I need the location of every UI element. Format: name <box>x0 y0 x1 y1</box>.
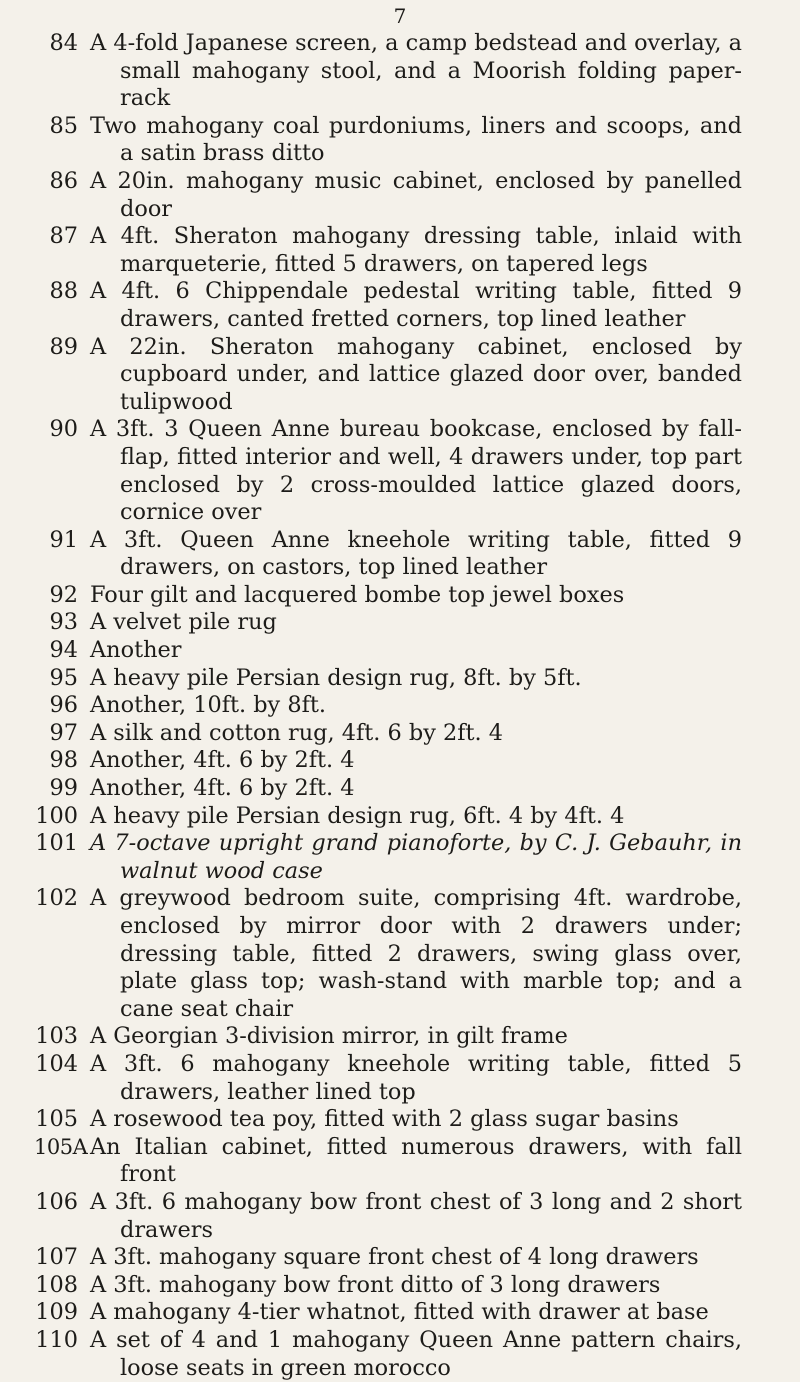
lot-description: Another, 4ft. 6 by 2ft. 4 <box>90 775 355 802</box>
lot-number: 95 <box>49 664 78 691</box>
lot-description: A greywood bedroom suite, comprising 4ft. wardrobe, enclosed by mirror door with 2 drawers under; dressing table, fitted 2 drawers, swing glass over, plate glass top; wash-stand with marble top; and a cane seat chair <box>90 885 742 1022</box>
lot-description: A 3ft. Queen Anne kneehole writing table, fitted 9 drawers, on castors, top lined leather <box>90 526 742 581</box>
page-number: 7 <box>393 4 407 28</box>
lot-description: Another <box>90 637 182 664</box>
lot-entry <box>34 747 742 775</box>
lot-description: A Georgian 3-division mirror, in gilt frame <box>90 1023 568 1050</box>
lot-entry <box>34 1051 742 1106</box>
lot-number: 92 <box>49 581 78 608</box>
lot-list <box>34 30 742 1382</box>
lot-number: 100 <box>35 802 78 829</box>
lot-entry <box>34 1189 742 1244</box>
lot-description: Another, 10ft. by 8ft. <box>90 692 326 719</box>
lot-number: 86 <box>49 167 78 194</box>
lot-number: 91 <box>49 526 78 553</box>
lot-description: A 4ft. 6 Chippendale pedestal writing table, fitted 9 drawers, canted fretted corners, top lined leather <box>90 278 742 332</box>
lot-description: A 3ft. 6 mahogany bow front chest of 3 long and 2 short drawers <box>90 1188 742 1243</box>
lot-entry <box>34 775 742 803</box>
lot-number: 85 <box>49 112 78 139</box>
lot-number: 89 <box>49 333 78 360</box>
lot-number: 110 <box>35 1326 78 1353</box>
lot-description: A 4-fold Japanese screen, a camp bedstead and overlay, a small mahogany stool, and a Moorish folding paper-rack <box>90 30 742 112</box>
lot-entry <box>34 665 742 693</box>
lot-description: A mahogany 4-tier whatnot, fitted with drawer at base <box>90 1299 709 1326</box>
lot-description: A 7-octave upright grand pianoforte, by C. J. Gebauhr, in walnut wood case <box>90 830 742 884</box>
lot-number: 103 <box>35 1023 78 1050</box>
lot-entry <box>34 1299 742 1327</box>
lot-description: A heavy pile Persian design rug, 8ft. by 5ft. <box>90 664 582 691</box>
lot-entry <box>34 168 742 223</box>
lot-number: 99 <box>49 775 78 802</box>
lot-description: A 3ft. mahogany square front chest of 4 long drawers <box>90 1244 699 1271</box>
lot-entry <box>34 1106 742 1134</box>
lot-entry <box>34 637 742 665</box>
lot-description: A 3ft. 6 mahogany kneehole writing table, fitted 5 drawers, leather lined top <box>90 1050 742 1105</box>
lot-description: A rosewood tea poy, fitted with 2 glass sugar basins <box>90 1106 679 1133</box>
lot-number: 97 <box>49 719 78 746</box>
lot-description: A 3ft. 3 Queen Anne bureau bookcase, enclosed by fall-flap, fitted interior and well, 4 drawers under, top part enclosed by 2 cross-moulded lattice glazed doors, cornice over <box>90 416 742 526</box>
lot-description: A 4ft. Sheraton mahogany dressing table, inlaid with marqueterie, fitted 5 drawers, on tapered legs <box>90 223 742 277</box>
lot-description: A heavy pile Persian design rug, 6ft. 4 by 4ft. 4 <box>90 802 625 829</box>
lot-description: A 22in. Sheraton mahogany cabinet, enclosed by cupboard under, and lattice glazed door over, banded tulipwood <box>90 333 742 415</box>
lot-number: 90 <box>49 416 78 443</box>
lot-description: A velvet pile rug <box>90 609 277 636</box>
lot-number: 94 <box>49 637 78 664</box>
lot-description: An Italian cabinet, fitted numerous drawers, with fall front <box>90 1133 742 1188</box>
lot-entry <box>34 1244 742 1272</box>
lot-entry <box>34 830 742 885</box>
lot-entry <box>34 582 742 610</box>
lot-number: 109 <box>35 1299 78 1326</box>
lot-description: A silk and cotton rug, 4ft. 6 by 2ft. 4 <box>90 719 503 746</box>
lot-entry <box>34 609 742 637</box>
lot-description: Two mahogany coal purdoniums, liners and scoops, and a satin brass ditto <box>90 112 742 167</box>
lot-number: 106 <box>35 1188 78 1215</box>
lot-entry <box>34 692 742 720</box>
lot-entry <box>34 803 742 831</box>
lot-number: 108 <box>35 1271 78 1298</box>
lot-number: 101 <box>35 830 78 857</box>
lot-number: 84 <box>49 30 78 56</box>
lot-entry <box>34 1134 742 1189</box>
lot-entry <box>34 416 742 526</box>
lot-entry <box>34 885 742 1023</box>
lot-description: Another, 4ft. 6 by 2ft. 4 <box>90 747 355 774</box>
lot-description: Four gilt and lacquered bombe top jewel boxes <box>90 581 625 608</box>
lot-number: 104 <box>35 1050 78 1077</box>
lot-entry <box>34 1023 742 1051</box>
lot-description: A 3ft. mahogany bow front ditto of 3 long drawers <box>90 1271 661 1298</box>
lot-number: 96 <box>49 692 78 719</box>
lot-number: 87 <box>49 223 78 250</box>
lot-number: 105 <box>35 1106 78 1133</box>
lot-entry <box>34 334 742 417</box>
lot-entry <box>34 720 742 748</box>
lot-entry <box>34 223 742 278</box>
lot-entry <box>34 113 742 168</box>
lot-entry <box>34 30 742 113</box>
lot-number: 98 <box>49 747 78 774</box>
lot-entry <box>34 1272 742 1300</box>
lot-entry <box>34 1327 742 1382</box>
lot-number: 105A <box>34 1134 88 1159</box>
lot-number: 88 <box>49 278 78 305</box>
lot-entry <box>34 527 742 582</box>
lot-number: 102 <box>35 885 78 912</box>
lot-entry <box>34 278 742 333</box>
lot-number: 93 <box>49 609 78 636</box>
lot-description: A 20in. mahogany music cabinet, enclosed by panelled door <box>90 167 742 222</box>
lot-description: A set of 4 and 1 mahogany Queen Anne pattern chairs, loose seats in green morocco <box>90 1326 742 1381</box>
lot-number: 107 <box>35 1244 78 1271</box>
